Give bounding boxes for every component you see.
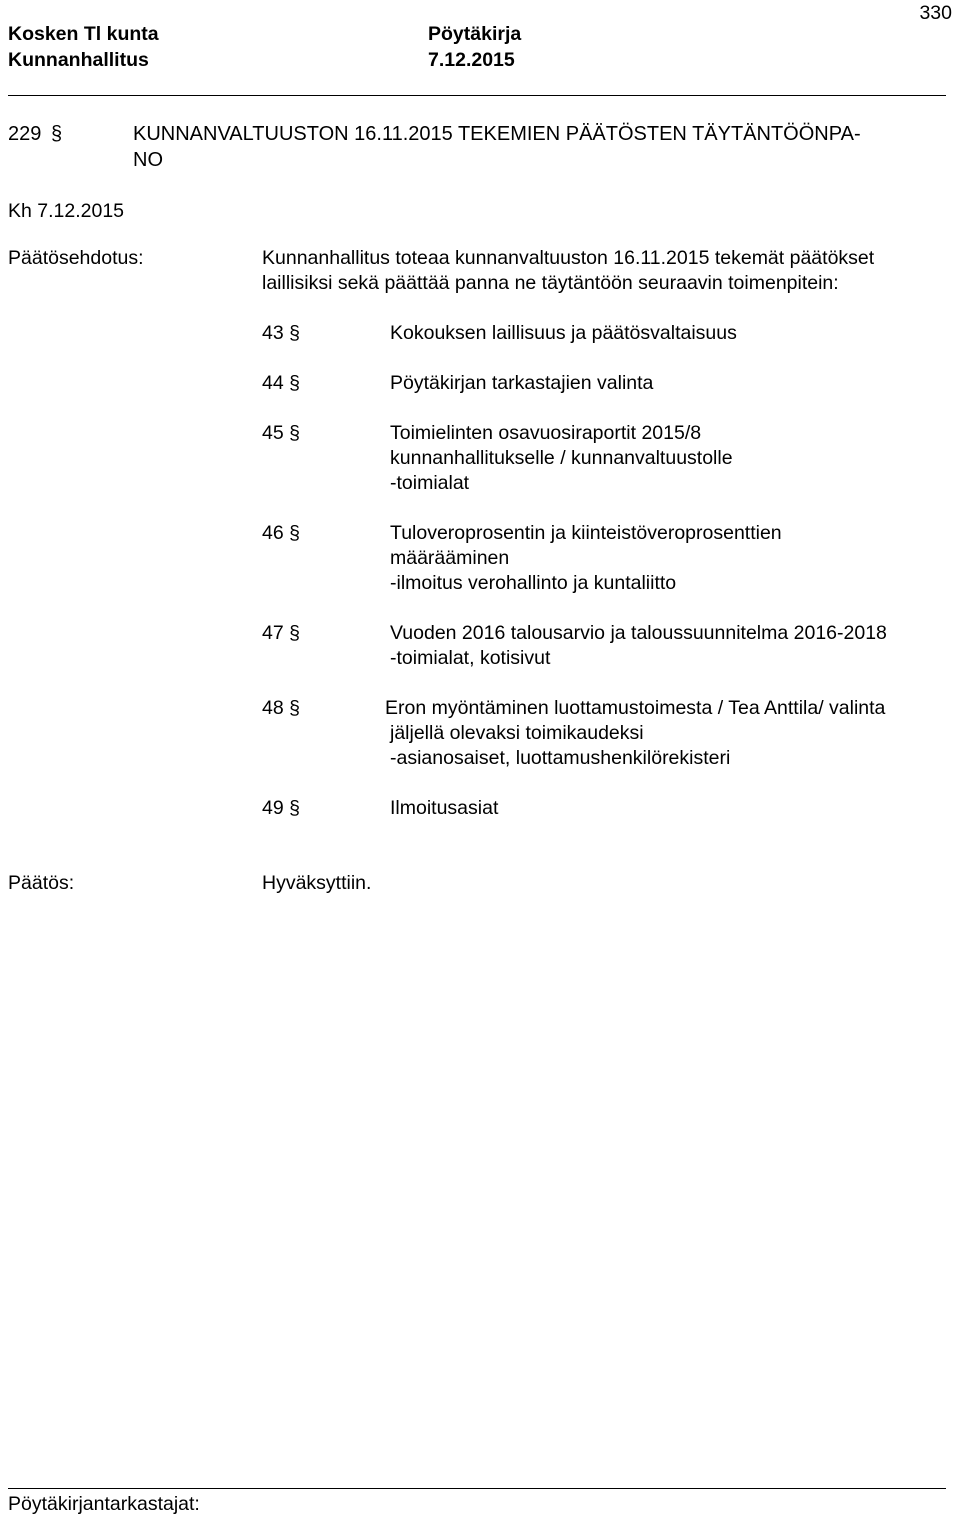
item-number: 49 §: [262, 797, 300, 819]
item-line: kunnanhallitukselle / kunnanvaltuustolle: [390, 447, 733, 469]
item-line: Ilmoitusasiat: [390, 797, 499, 819]
footer-inspectors-label: Pöytäkirjantarkastajat:: [8, 1493, 200, 1515]
item-line: -ilmoitus verohallinto ja kuntaliitto: [390, 572, 677, 594]
item-line: -asianosaiset, luottamushenkilörekisteri: [390, 747, 731, 769]
item-line: -toimialat, kotisivut: [390, 647, 551, 669]
section-sign-icon: §: [289, 322, 300, 344]
item-number: 48 §: [262, 697, 300, 719]
proposal-label: Päätösehdotus:: [8, 247, 144, 269]
organization-name: Kosken Tl kunta: [8, 23, 159, 45]
section-sign-icon: §: [50, 123, 63, 145]
item-number: 45 §: [262, 422, 300, 444]
item-line: Tuloveroprosentin ja kiinteistöveroprosenttien: [390, 522, 782, 544]
item-line: Pöytäkirjan tarkastajien valinta: [390, 372, 654, 394]
document-type: Pöytäkirja: [428, 23, 522, 45]
proposal-text-line2: laillisiksi sekä päättää panna ne täytäntöön seuraavin toimenpitein:: [262, 272, 839, 294]
item-text: [390, 371, 653, 396]
footer-rule: [8, 1488, 946, 1489]
item-text: [390, 421, 733, 496]
section-title-line1: KUNNANVALTUUSTON 16.11.2015 TEKEMIEN PÄÄTÖSTEN TÄYTÄNTÖÖNPA-: [133, 123, 861, 145]
decision-text: Hyväksyttiin.: [262, 872, 372, 894]
item-text: [390, 621, 887, 671]
section-sign-icon: §: [289, 372, 300, 394]
item-number: 46 §: [262, 522, 300, 544]
item-text: [390, 521, 782, 596]
section-title-line2: NO: [133, 149, 163, 171]
proposal-text-line1: Kunnanhallitus toteaa kunnanvaltuuston 16.11.2015 tekemät päätökset: [262, 247, 875, 269]
section-number: [8, 122, 62, 147]
meeting-reference: Kh 7.12.2015: [8, 200, 125, 222]
item-line: -toimialat: [390, 472, 470, 494]
header-rule: [8, 95, 946, 96]
item-line: Toimielinten osavuosiraportit 2015/8: [390, 422, 702, 444]
page-number: 330: [919, 2, 952, 24]
section-sign-icon: §: [289, 622, 300, 644]
item-number: 47 §: [262, 622, 300, 644]
item-number: 44 §: [262, 372, 300, 394]
item-number: 43 §: [262, 322, 300, 344]
document-date: 7.12.2015: [428, 49, 515, 71]
section-number-value: 229: [8, 123, 42, 145]
item-line: määrääminen: [390, 547, 510, 569]
item-line: Eron myöntäminen luottamustoimesta / Tea Anttila/ valinta: [385, 697, 886, 719]
item-line: jäljellä olevaksi toimikaudeksi: [390, 722, 644, 744]
section-sign-icon: §: [289, 422, 300, 444]
item-text: [385, 696, 885, 771]
item-line: Vuoden 2016 talousarvio ja taloussuunnitelma 2016-2018: [390, 622, 887, 644]
section-sign-icon: §: [289, 697, 300, 719]
body-name: Kunnanhallitus: [8, 49, 149, 71]
item-text: [390, 321, 737, 346]
item-text: [390, 796, 498, 821]
decision-label: Päätös:: [8, 872, 75, 894]
item-line: Kokouksen laillisuus ja päätösvaltaisuus: [390, 322, 737, 344]
section-sign-icon: §: [289, 522, 300, 544]
section-sign-icon: §: [289, 797, 300, 819]
